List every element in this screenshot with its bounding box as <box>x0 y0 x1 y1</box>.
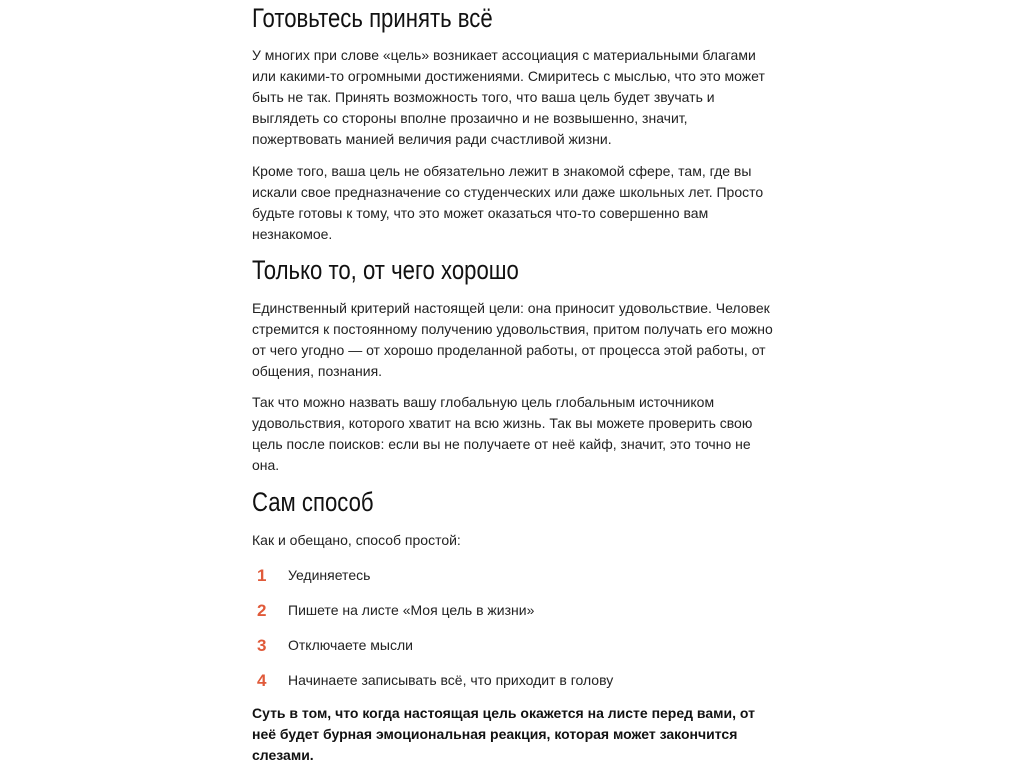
step-number: 2 <box>257 601 267 620</box>
step-text: Начинаете записывать всё, что приходит в голову <box>288 672 614 688</box>
conclusion-paragraph: Суть в том, что когда настоящая цель окажется на листе перед вами, от неё будет бурная эмоциональная реакция, которая может закончится слезами. <box>252 705 755 763</box>
article-paragraph: У многих при слове «цель» возникает ассоциация с материальными благами или какими-то огромными достижениями. Смиритесь с мыслью, что это может быть не так. Принять возможность того, что ваша цель будет звучать и выглядеть со стороны вполне прозаично и не возвышенно, значит, пожертвовать манией величия ради счастливой жизни. <box>252 47 765 147</box>
step-number: 3 <box>257 636 267 655</box>
step-number: 4 <box>257 671 267 690</box>
step-text: Отключаете мысли <box>288 637 413 653</box>
article-paragraph: Так что можно назвать вашу глобальную цель глобальным источником удовольствия, которого хватит на всю жизнь. Так вы можете проверить свою цель после поисков: если вы не получаете от неё кайф, значит, это точно не она. <box>252 394 753 473</box>
section-heading: Только то, от чего хорошо <box>252 255 519 285</box>
step-number: 1 <box>257 566 267 585</box>
section-heading: Готовьтесь принять всё <box>252 3 493 33</box>
step-text: Пишете на листе «Моя цель в жизни» <box>288 602 535 618</box>
step-text: Уединяетесь <box>288 567 371 583</box>
article-paragraph: Кроме того, ваша цель не обязательно лежит в знакомой сфере, там, где вы искали свое предназначение со студенческих или даже школьных лет. Просто будьте готовы к тому, что это может оказаться что-то совершенно вам незнакомое. <box>252 163 764 242</box>
article-paragraph: Единственный критерий настоящей цели: она приносит удовольствие. Человек стремится к постоянному получению удовольствия, притом получать его можно от чего угодно — от хорошо проделанной работы, от процесса этой работы, от общения, познания. <box>252 300 773 379</box>
section-heading: Сам способ <box>252 487 374 517</box>
list-intro: Как и обещано, способ простой: <box>252 532 461 548</box>
